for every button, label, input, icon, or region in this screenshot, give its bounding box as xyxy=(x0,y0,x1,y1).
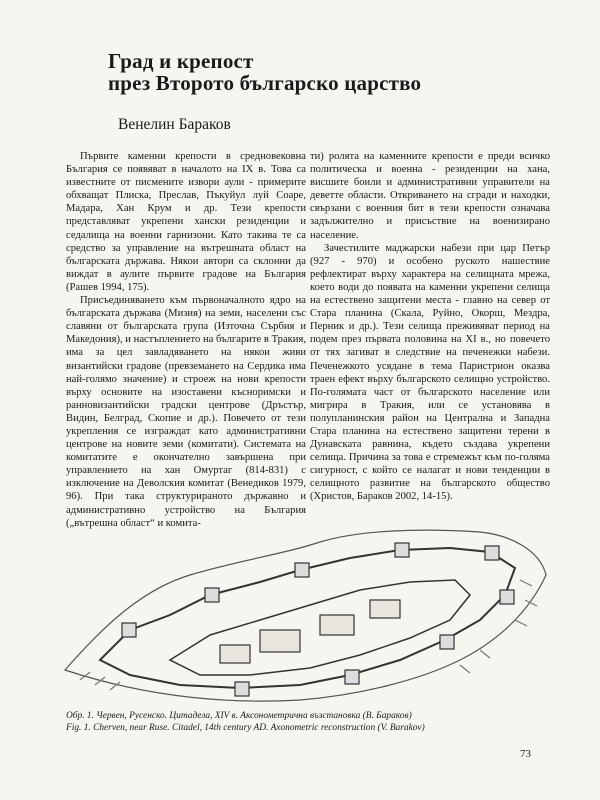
figure-caption xyxy=(66,710,546,734)
tower xyxy=(295,563,309,577)
tower xyxy=(122,623,136,637)
building xyxy=(260,630,300,652)
tower xyxy=(345,670,359,684)
tower xyxy=(205,588,219,602)
tower xyxy=(440,635,454,649)
title-line-1: Град и крепост xyxy=(108,49,254,73)
right-column xyxy=(310,150,550,504)
tower xyxy=(500,590,514,604)
right-paragraph-2: Зачестилите маджарски набези при цар Петър (927 - 970) и особено руското нашествие рефлектират върху характера на селищната мрежа, което води до появата на каменни укрепени селища на естествено защитени места - главно на север от Стара планина (Скала, Руйно, Окорш, Мездра, Перник и др.). Тези селища преживяват период на подем през първата половина на XI в., но повечето от тях загиват в следствие на печенежки набези. Печенежкото усядане в тема Паристрион оказва траен ефект върху българското селищно устройство. По-голямата част от българското население или мигрира в Тракия, или се установява в полупланинския район на Централна и Западна Стара планина на естествено защитени терени в Дунавската равнина, където създава укрепени селища. Причина за това е стремежът към по-голяма сигурност, с който се налагат и нови тенденции в селищното развитие на българското общество (Христов, Бараков 2002, 14-15). xyxy=(310,242,550,503)
building xyxy=(370,600,400,618)
article-title xyxy=(108,50,528,94)
citadel-reconstruction-drawing xyxy=(60,520,550,706)
page-number: 73 xyxy=(520,748,531,760)
title-line-2: през Второто българско царство xyxy=(108,71,422,95)
building xyxy=(320,615,354,635)
left-paragraph-1: Първите каменни крепости в средновековна България се появяват в началото на IX в. Това са известните от писмените извори аули - примерите обхващат Плиска, Преслав, Пъкуйул луй Соаре, Мадара, Хан Крум и др. Тези крепости представляват укрепени хански резиденции и седалища на военни гарнизони. Като такива те са средство за управление на вътрешната област на българската държава. Някои автори са склонни да виждат в аулите първите градове на България (Рашев 1994, 175). xyxy=(66,151,306,293)
left-column xyxy=(66,150,306,530)
caption-bg: Обр. 1. Червен, Русенско. Цитадела, XIV в. Аксонометрична възстановка (В. Бараков) xyxy=(66,711,412,721)
caption-en: Fig. 1. Cherven, near Ruse. Citadel, 14th century AD. Axonometric reconstruction (V. Barakov) xyxy=(66,723,425,733)
tower xyxy=(235,682,249,696)
tower xyxy=(395,543,409,557)
author-name: Венелин Бараков xyxy=(118,116,231,133)
building xyxy=(220,645,250,663)
tower xyxy=(485,546,499,560)
left-paragraph-2: Присъединяването към първоначалното ядро на българската държава (Мизия) на земи, населени със славяни от българската група (Източна Сърбия и Македония), и настъплението на българите в Тракия, има за цел завладяването на някои живи византийски градове (превземането на Сердика има най-голямо значение) и строеж на нови крепости върху основите на изоставени късноримски и ранновизантийски градски центрове (Дръстър, Видин, Белград, Скопие и др.). Повечето от тези укрепления се изграждат като административни центрове на новите земи (комитати). Системата на комитатите е окончателно завършена при управлението на хан Омуртаг (814-831) с изключение на Деволския комитат (Венедиков 1979, 96). При така структурираното държавно и административно устройство на България („вътрешна област“ и комита- xyxy=(66,295,306,529)
right-paragraph-1: ти) ролята на каменните крепости е преди всичко политическа и военна - резиденции на хана, висшите боили и административни управители на деветте области. Откриването на сгради и находки, свързани с военния бит в тези крепости означава задължително и присъствие на военизирано население. xyxy=(310,151,550,241)
